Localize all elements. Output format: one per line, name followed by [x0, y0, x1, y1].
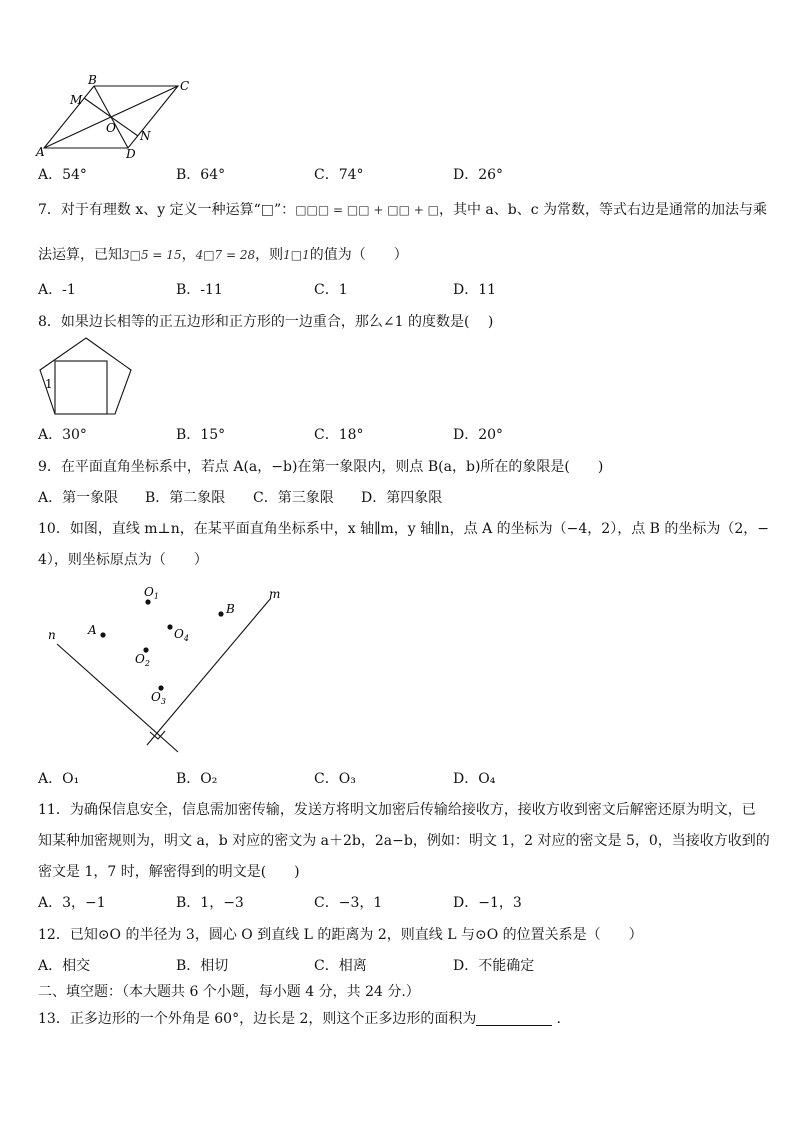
line-label-m: m	[269, 587, 281, 601]
q9-option-c: C．第三象限	[253, 490, 334, 506]
q7-option-c: C．1	[314, 282, 348, 298]
q7-option-a: A．-1	[38, 282, 76, 298]
label-d: D	[126, 147, 136, 160]
point-o1	[145, 599, 150, 604]
q12-option-b: B．相切	[176, 958, 229, 974]
point-label-o3: $O_3$	[151, 690, 166, 706]
line-label-n: n	[48, 628, 56, 642]
q8-text: 8．如果边长相等的正五边形和正方形的一边重合，那么∠1 的度数是( )	[38, 314, 494, 330]
label-b: B	[88, 74, 97, 87]
q10-option-a: A．O₁	[38, 771, 80, 787]
q6-option-a: A．54°	[38, 167, 87, 183]
q11-option-c: C．−3，1	[314, 895, 383, 911]
q11-option-a: A．3，−1	[38, 895, 106, 911]
pentagon-square-figure	[36, 334, 136, 420]
point-label-o1: $O_1$	[144, 585, 159, 601]
q11-option-b: B．1，−3	[176, 895, 244, 911]
q12-option-c: C．相离	[314, 958, 367, 974]
point-label-o4: $O_4$	[174, 627, 189, 643]
label-a: A	[36, 145, 45, 159]
point-o4	[167, 624, 172, 629]
q8-option-c: C．18°	[314, 427, 364, 443]
q11-option-d: D．−1，3	[453, 895, 522, 911]
point-label-o2: $O_2$	[135, 652, 150, 668]
label-o: O	[106, 121, 116, 135]
q6-option-d: D．26°	[453, 167, 504, 183]
q11-line-1: 11．为确保信息安全，信息需加密传输，发送方将明文加密后传输给接收方，接收方收到密文后解密还原为明文，已	[38, 802, 756, 818]
parallelogram-figure	[30, 74, 200, 160]
q8-option-a: A．30°	[38, 427, 87, 443]
q6-option-b: B．64°	[176, 167, 226, 183]
q12-option-a: A．相交	[38, 958, 91, 974]
q8-option-b: B．15°	[176, 427, 226, 443]
q10-option-c: C．O₃	[314, 771, 356, 787]
label-m: M	[70, 93, 83, 107]
q10-option-b: B．O₂	[176, 771, 218, 787]
point-label-b: B	[226, 602, 235, 616]
point-a	[100, 632, 105, 637]
section-heading-fill-in: 二、填空题：（本大题共 6 个小题，每小题 4 分，共 24 分.）	[38, 984, 420, 1000]
q9-option-a: A．第一象限	[38, 490, 119, 506]
answer-blank[interactable]	[476, 1013, 552, 1026]
q12-text: 12．已知⊙O 的半径为 3，圆心 O 到直线 L 的距离为 2，则直线 L 与⊙O 的位置关系是（ ）	[38, 927, 643, 943]
q7-option-b: B．-11	[176, 282, 223, 298]
q7-line-1: 7．对于有理数 x、y 定义一种运算“□”：□□□ = □□ + □□ + □，其中 a、b、c 为常数，等式右边是通常的加法与乘	[38, 202, 768, 218]
q7-line-2: 法运算，已知3□5 = 15，4□7 = 28，则1□1的值为（ ）	[38, 247, 408, 263]
label-n: N	[140, 129, 151, 143]
q9-text: 9．在平面直角坐标系中，若点 A(a，−b)在第一象限内，则点 B(a，b)所在的象限是( )	[38, 459, 604, 475]
q10-option-d: D．O₄	[453, 771, 496, 787]
q11-line-3: 密文是 1，7 时，解密得到的明文是( )	[38, 864, 300, 880]
q8-option-d: D．20°	[453, 427, 504, 443]
q12-option-d: D．不能确定	[453, 958, 535, 974]
q9-option-b: B．第二象限	[145, 490, 226, 506]
q10-line-1: 10．如图，直线 m⊥n，在某平面直角坐标系中，x 轴∥m，y 轴∥n，点 A 的坐标为（−4，2），点 B 的坐标为（2，−	[38, 521, 770, 537]
perpendicular-lines-figure	[40, 582, 300, 758]
q7-option-d: D．11	[453, 282, 497, 298]
q6-option-c: C．74°	[314, 167, 364, 183]
point-b	[218, 611, 223, 616]
q9-option-d: D．第四象限	[361, 490, 443, 506]
q10-line-2: 4），则坐标原点为（ ）	[38, 552, 208, 568]
q13-text: 13．正多边形的一个外角是 60°，边长是 2，则这个正多边形的面积为 .	[38, 1011, 561, 1027]
point-label-a: A	[88, 623, 97, 637]
angle-label-1: 1	[45, 377, 53, 391]
label-c: C	[180, 79, 190, 93]
q11-line-2: 知某种加密规则为，明文 a，b 对应的密文为 a＋2b，2a−b，例如：明文 1，2 对应的密文是 5，0，当接收方收到的	[38, 833, 770, 849]
